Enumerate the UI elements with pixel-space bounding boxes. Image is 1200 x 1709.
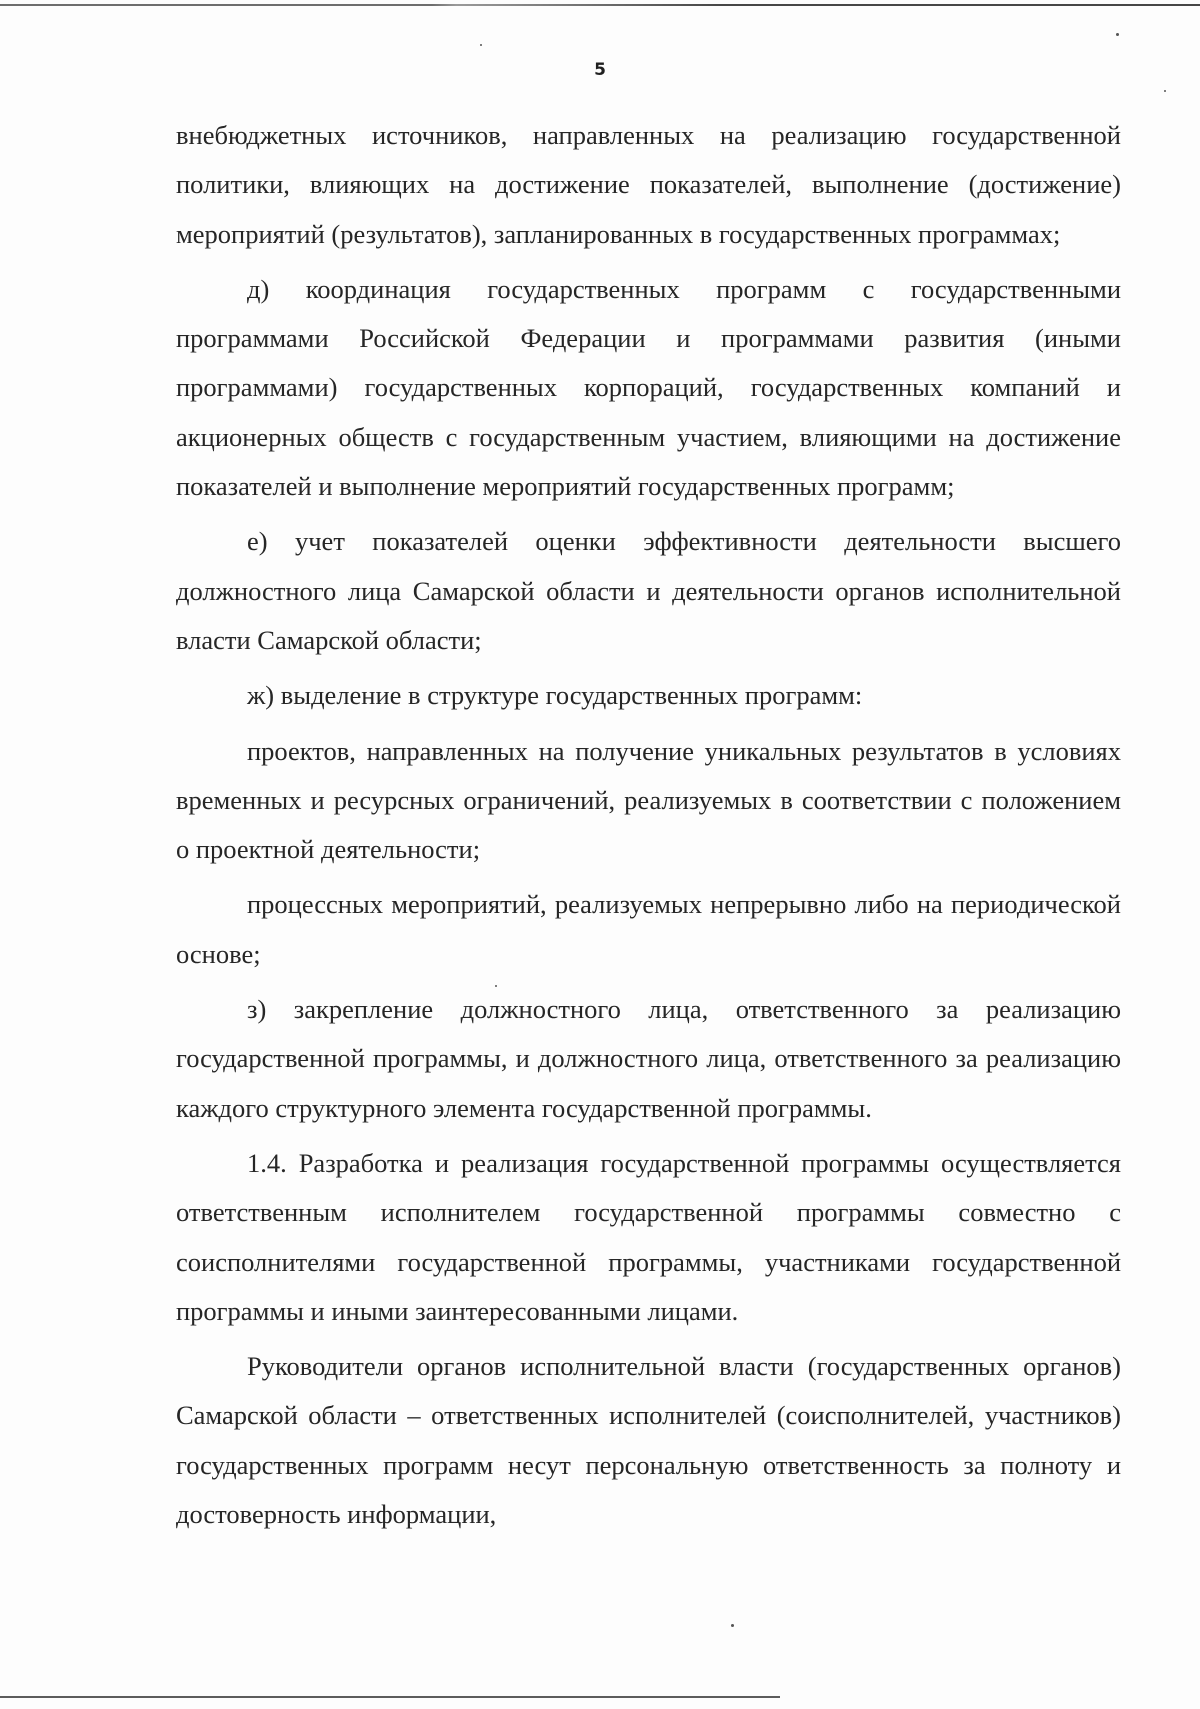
paragraph: 1.4. Разработка и реализация государственной программы осуществляется ответственным исполнителем государственной программы совместно с соисполнителями государственной программы, участниками государственной программы и иными заинтересованными лицами. [176, 1147, 1121, 1326]
scan-speck [1164, 90, 1166, 92]
paragraph: проектов, направленных на получение уникальных результатов в условиях временных и ресурсных ограничений, реализуемых в соответствии с положением о проектной деятельности; [176, 735, 1121, 865]
paragraph: процессных мероприятий, реализуемых непрерывно либо на периодической основе; [176, 889, 1121, 969]
scan-edge-top [0, 4, 1200, 6]
paragraph: д) координация государственных программ с государственными программами Российской Федерации и программами развития (иными программами) государственных корпораций, государственных компаний и акционерных обществ с государственным участием, влияющими на достижение показателей и выполнение мероприятий государственных программ; [176, 273, 1121, 502]
document-body [176, 111, 1121, 1539]
scan-speck [480, 44, 482, 46]
paragraph: Руководители органов исполнительной власти (государственных органов) Самарской области – ответственных исполнителей (соисполнителей, участников) государственных программ несут персональную ответственность за полноту и достоверность информации, [176, 1351, 1121, 1530]
paragraph: внебюджетных источников, направленных на реализацию государственной политики, влияющих на достижение показателей, выполнение (достижение) мероприятий (результатов), запланированных в государственных программах; [176, 120, 1121, 249]
paragraph: е) учет показателей оценки эффективности деятельности высшего должностного лица Самарской области и деятельности органов исполнительной власти Самарской области; [176, 526, 1121, 655]
scan-speck [731, 1624, 734, 1627]
scan-edge-bottom [0, 1696, 780, 1698]
page-number: 5 [594, 60, 606, 80]
paragraph: ж) выделение в структуре государственных программ: [247, 680, 863, 711]
paragraph: з) закрепление должностного лица, ответственного за реализацию государственной программы, и должностного лица, ответственного за реализацию каждого структурного элемента государственной программы. [176, 994, 1121, 1123]
scan-speck [1116, 33, 1119, 36]
